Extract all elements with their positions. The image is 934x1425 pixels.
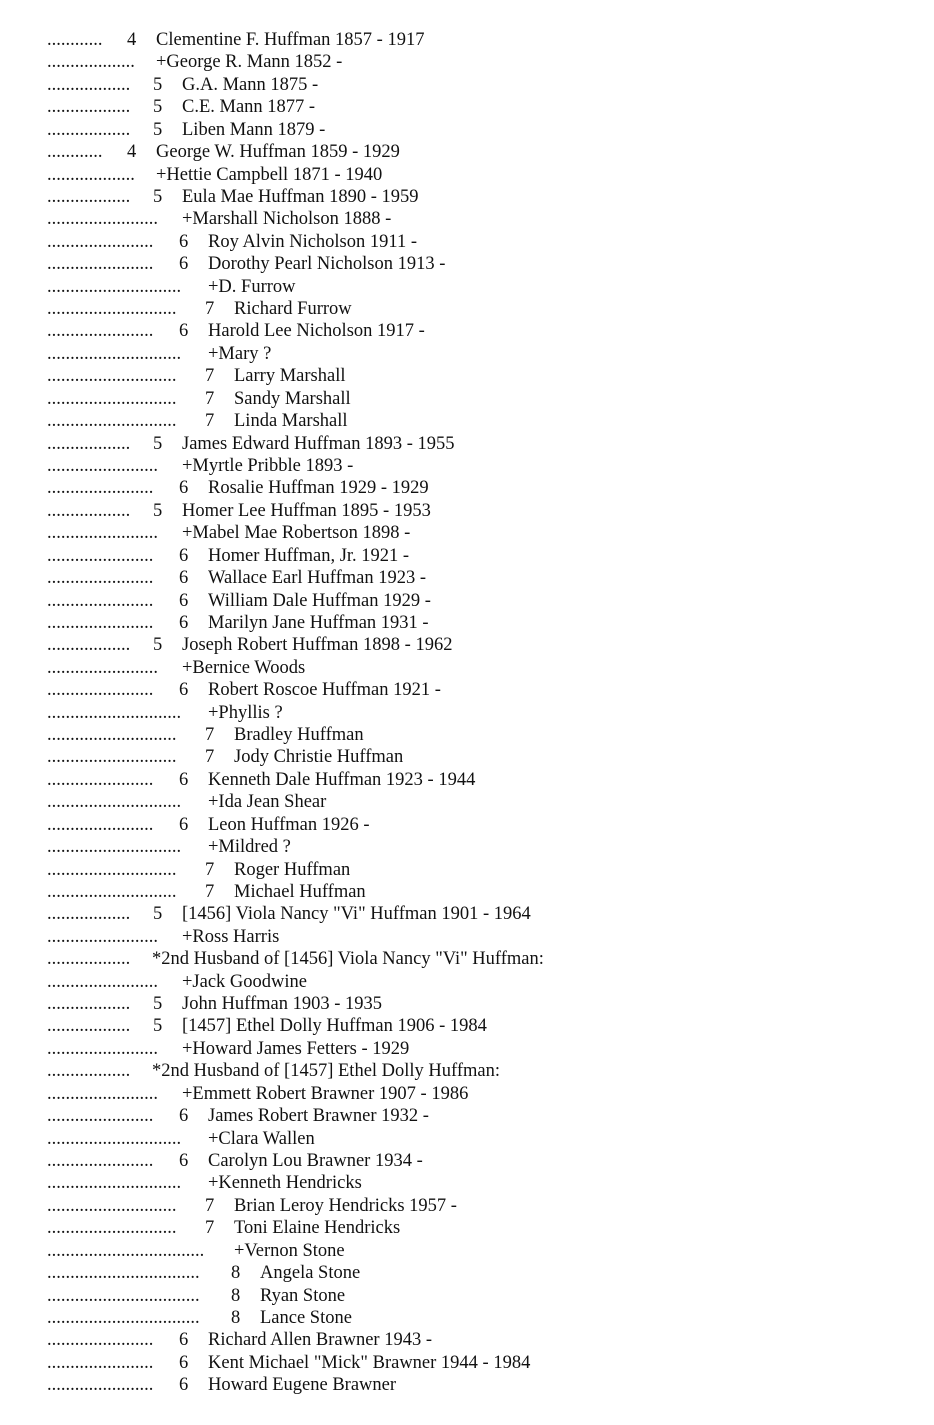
entry-text: Homer Huffman, Jr. 1921 -	[208, 545, 410, 566]
leader-dots: .............................	[47, 276, 182, 297]
generation-number: 5	[153, 1016, 163, 1037]
generation-number: 6	[179, 231, 189, 252]
generation-number: 6	[179, 321, 189, 342]
entry-text: Roy Alvin Nicholson 1911 -	[208, 231, 417, 252]
leader-dots: ..................	[47, 949, 131, 970]
entry-text: +Emmett Robert Brawner 1907 - 1986	[182, 1083, 469, 1104]
leader-dots: .................................	[47, 1263, 200, 1284]
entry-text: Kenneth Dale Huffman 1923 - 1944	[208, 769, 476, 790]
entry-text: [1456] Viola Nancy "Vi" Huffman 1901 - 1964	[182, 904, 531, 925]
leader-dots: ............................	[47, 366, 177, 387]
entry-text: Linda Marshall	[234, 411, 348, 432]
entry-text: Lance Stone	[260, 1307, 352, 1328]
leader-dots: ..................	[47, 994, 131, 1015]
leader-dots: .......................	[47, 478, 154, 499]
generation-number: 6	[179, 612, 189, 633]
leader-dots: .......................	[47, 1106, 154, 1127]
leader-dots: ........................	[47, 657, 158, 678]
entry-text: +Bernice Woods	[182, 657, 306, 678]
leader-dots: ............................	[47, 411, 177, 432]
entry-text: +Howard James Fetters - 1929	[182, 1038, 410, 1059]
generation-number: 8	[231, 1307, 241, 1328]
entry-text: Clementine F. Huffman 1857 - 1917	[156, 30, 425, 50]
entry-text: *2nd Husband of [1456] Viola Nancy "Vi" Huffman:	[152, 949, 544, 970]
leader-dots: .......................	[47, 545, 154, 566]
leader-dots: ............................	[47, 388, 177, 409]
entry-text: James Robert Brawner 1932 -	[208, 1106, 429, 1127]
entry-text: +Marshall Nicholson 1888 -	[182, 209, 392, 230]
entry-text: Liben Mann 1879 -	[182, 119, 326, 140]
leader-dots: ............................	[47, 859, 177, 880]
entry-text: James Edward Huffman 1893 - 1955	[182, 433, 455, 454]
entry-text: Ryan Stone	[260, 1285, 346, 1306]
leader-dots: .......................	[47, 254, 154, 275]
entry-text: Marilyn Jane Huffman 1931 -	[208, 612, 429, 633]
leader-dots: ...................	[47, 52, 135, 73]
entry-text: Sandy Marshall	[234, 388, 351, 409]
generation-number: 7	[205, 747, 215, 768]
leader-dots: .............................	[47, 1128, 182, 1149]
entry-text: Leon Huffman 1926 -	[208, 814, 370, 835]
entry-text: +Clara Wallen	[208, 1128, 315, 1149]
entry-text: +Kenneth Hendricks	[208, 1173, 362, 1194]
entry-text: William Dale Huffman 1929 -	[208, 590, 431, 611]
leader-dots: ............................	[47, 1195, 177, 1216]
generation-number: 5	[153, 97, 163, 118]
entry-text: +Mildred ?	[208, 837, 291, 858]
leader-dots: ........................	[47, 523, 158, 544]
entry-text: Harold Lee Nicholson 1917 -	[208, 321, 425, 342]
leader-dots: ............................	[47, 299, 177, 320]
leader-dots: ..................	[47, 500, 131, 521]
entry-text: Rosalie Huffman 1929 - 1929	[208, 478, 429, 499]
generation-number: 6	[179, 590, 189, 611]
generation-number: 4	[127, 30, 137, 50]
leader-dots: ..................	[47, 186, 131, 207]
entry-text: +D. Furrow	[208, 276, 296, 297]
generation-number: 6	[179, 478, 189, 499]
generation-number: 8	[231, 1263, 241, 1284]
entry-text: Howard Eugene Brawner	[208, 1375, 397, 1396]
leader-dots: .............................	[47, 837, 182, 858]
entry-text: Jody Christie Huffman	[234, 747, 404, 768]
entry-text: *2nd Husband of [1457] Ethel Dolly Huffman:	[152, 1061, 501, 1082]
leader-dots: ........................	[47, 926, 158, 947]
leader-dots: ..................	[47, 904, 131, 925]
leader-dots: .......................	[47, 231, 154, 252]
leader-dots: ..................	[47, 97, 131, 118]
entry-text: Wallace Earl Huffman 1923 -	[208, 568, 427, 589]
entry-text: +Ida Jean Shear	[208, 792, 327, 813]
entry-text: C.E. Mann 1877 -	[182, 97, 316, 118]
leader-dots: .......................	[47, 814, 154, 835]
leader-dots: .......................	[47, 680, 154, 701]
leader-dots: .......................	[47, 1330, 154, 1351]
entry-text: John Huffman 1903 - 1935	[182, 994, 383, 1015]
leader-dots: ..................	[47, 119, 131, 140]
entry-text: +Ross Harris	[182, 926, 280, 947]
generation-number: 6	[179, 769, 189, 790]
entry-text: Richard Allen Brawner 1943 -	[208, 1330, 432, 1351]
generation-number: 7	[205, 299, 215, 320]
generation-number: 5	[153, 119, 163, 140]
generation-number: 7	[205, 366, 215, 387]
entry-text: +Phyllis ?	[208, 702, 283, 723]
leader-dots: ............................	[47, 1218, 177, 1239]
generation-number: 5	[153, 904, 163, 925]
leader-dots: .......................	[47, 1375, 154, 1396]
generation-number: 6	[179, 254, 189, 275]
leader-dots: ............................	[47, 725, 177, 746]
generation-number: 6	[179, 1106, 189, 1127]
generation-number: 6	[179, 1151, 189, 1171]
entry-text: +Mary ?	[208, 343, 272, 364]
entry-text: Bradley Huffman	[234, 725, 364, 746]
leader-dots: .......................	[47, 590, 154, 611]
leader-dots: ............	[47, 142, 103, 163]
leader-dots: ........................	[47, 971, 158, 992]
generation-number: 7	[205, 881, 215, 902]
entry-text: Brian Leroy Hendricks 1957 -	[234, 1195, 457, 1216]
generation-number: 6	[179, 545, 189, 566]
generation-number: 6	[179, 680, 189, 701]
entry-text: Toni Elaine Hendricks	[234, 1218, 401, 1239]
leader-dots: .......................	[47, 612, 154, 633]
entry-text: Eula Mae Huffman 1890 - 1959	[182, 186, 419, 207]
entry-text: Angela Stone	[260, 1263, 361, 1284]
leader-dots: .............................	[47, 343, 182, 364]
generation-number: 7	[205, 859, 215, 880]
leader-dots: ..................	[47, 635, 131, 656]
generation-number: 5	[153, 433, 163, 454]
entry-text: +Jack Goodwine	[182, 971, 308, 992]
entry-text: +Vernon Stone	[234, 1240, 345, 1261]
generation-number: 6	[179, 1375, 189, 1396]
entry-text: Homer Lee Huffman 1895 - 1953	[182, 500, 431, 521]
leader-dots: ........................	[47, 455, 158, 476]
entry-text: +Myrtle Pribble 1893 -	[182, 455, 354, 476]
generation-number: 7	[205, 1195, 215, 1216]
entry-text: Roger Huffman	[234, 859, 351, 880]
generation-number: 5	[153, 186, 163, 207]
leader-dots: ............	[47, 30, 103, 50]
entry-text: [1457] Ethel Dolly Huffman 1906 - 1984	[182, 1016, 487, 1037]
generation-number: 5	[153, 635, 163, 656]
entry-text: G.A. Mann 1875 -	[182, 74, 319, 95]
leader-dots: .............................	[47, 1173, 182, 1194]
leader-dots: .................................	[47, 1307, 200, 1328]
leader-dots: ...................	[47, 164, 135, 185]
leader-dots: .............................	[47, 792, 182, 813]
leader-dots: .......................	[47, 321, 154, 342]
generation-number: 7	[205, 388, 215, 409]
leader-dots: ..................	[47, 433, 131, 454]
generation-number: 6	[179, 814, 189, 835]
entry-text: George W. Huffman 1859 - 1929	[156, 142, 400, 163]
leader-dots: .......................	[47, 1151, 154, 1171]
generation-number: 7	[205, 1218, 215, 1239]
leader-dots: ........................	[47, 209, 158, 230]
generation-number: 5	[153, 74, 163, 95]
generation-number: 7	[205, 725, 215, 746]
entry-text: +Mabel Mae Robertson 1898 -	[182, 523, 411, 544]
entry-text: Carolyn Lou Brawner 1934 -	[208, 1151, 423, 1171]
generation-number: 5	[153, 500, 163, 521]
generation-number: 5	[153, 994, 163, 1015]
entry-text: Richard Furrow	[234, 299, 352, 320]
entry-text: Robert Roscoe Huffman 1921 -	[208, 680, 441, 701]
leader-dots: ........................	[47, 1038, 158, 1059]
generation-number: 6	[179, 1330, 189, 1351]
leader-dots: ..................	[47, 74, 131, 95]
generation-number: 4	[127, 142, 137, 163]
generation-number: 6	[179, 568, 189, 589]
leader-dots: ............................	[47, 881, 177, 902]
leader-dots: ..................	[47, 1016, 131, 1037]
leader-dots: ..................................	[47, 1240, 205, 1261]
leader-dots: .......................	[47, 568, 154, 589]
leader-dots: ............................	[47, 747, 177, 768]
leader-dots: ........................	[47, 1083, 158, 1104]
leader-dots: ..................	[47, 1061, 131, 1082]
entry-text: Michael Huffman	[234, 881, 366, 902]
leader-dots: .......................	[47, 1352, 154, 1373]
entry-text: Larry Marshall	[234, 366, 346, 387]
leader-dots: .......................	[47, 769, 154, 790]
generation-number: 7	[205, 411, 215, 432]
entry-text: +George R. Mann 1852 -	[156, 52, 343, 73]
leader-dots: .............................	[47, 702, 182, 723]
entry-text: Dorothy Pearl Nicholson 1913 -	[208, 254, 446, 275]
leader-dots: .................................	[47, 1285, 200, 1306]
generation-number: 8	[231, 1285, 241, 1306]
generation-number: 6	[179, 1352, 189, 1373]
entry-text: Kent Michael "Mick" Brawner 1944 - 1984	[208, 1352, 531, 1373]
entry-text: Joseph Robert Huffman 1898 - 1962	[182, 635, 453, 656]
entry-text: +Hettie Campbell 1871 - 1940	[156, 164, 383, 185]
